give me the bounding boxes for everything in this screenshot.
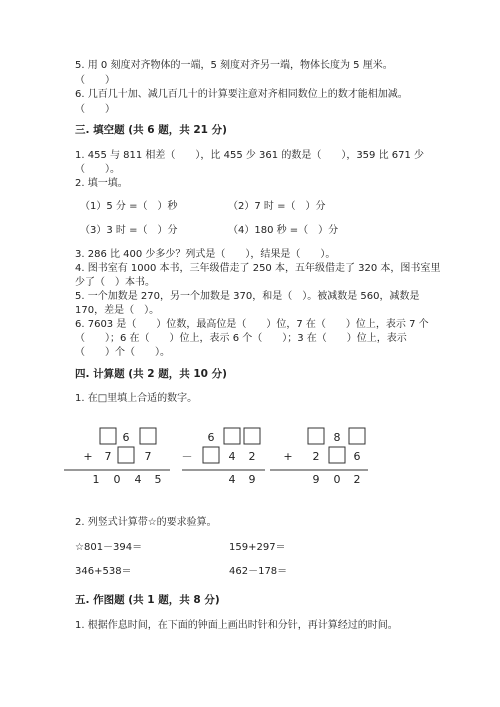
bottom-digit: 7	[104, 450, 112, 463]
section5-title: 五. 作图题 (共 1 题，共 8 分)	[75, 594, 220, 606]
bottom-digit: 2	[312, 450, 320, 463]
judge-q6-answer[interactable]: （ ）	[75, 104, 115, 115]
calc-item-d: 462－178＝	[229, 566, 288, 577]
answer-box[interactable]	[203, 447, 219, 463]
fill-q2-d: （4）180 秒 =（ ）分	[228, 225, 339, 236]
result-digit: 1	[92, 473, 100, 486]
result-digit: 0	[113, 473, 121, 486]
result-digit: 0	[333, 473, 341, 486]
result-digit: 4	[228, 473, 236, 486]
vertical-problem-1	[64, 428, 170, 486]
draw-q1: 1. 根据作息时间，在下面的钟面上画出时针和分针，再计算经过的时间。	[75, 620, 398, 631]
operator-sign: +	[83, 450, 93, 463]
answer-box[interactable]	[308, 428, 324, 444]
fill-q2-b: （2）7 时 =（ ）分	[228, 201, 326, 212]
calc-item-a: ☆801－394＝	[75, 542, 143, 553]
judge-q6: 6. 几百几十加、减几百几十的计算要注意对齐相同数位上的数才能相加减。	[75, 89, 408, 100]
result-digit: 9	[312, 473, 320, 486]
fill-q1-line2: （ ）。	[75, 164, 120, 175]
answer-box[interactable]	[329, 447, 345, 463]
calc-q1: 1. 在□里填上合适的数字。	[75, 393, 198, 404]
vertical-problem-2	[182, 428, 266, 486]
fill-q6-line1: 6. 7603 是（ ）位数，最高位是（ ）位，7 在（ ）位上，表示 7 个	[75, 319, 429, 330]
answer-box[interactable]	[118, 447, 134, 463]
operator-sign: －	[181, 450, 193, 463]
result-digit: 5	[154, 473, 162, 486]
fill-q2-c: （3）3 时 =（ ）分	[80, 225, 178, 236]
fill-q5-line2: 170，差是（ ）。	[75, 305, 160, 316]
answer-box[interactable]	[140, 428, 156, 444]
calc-item-c: 346+538＝	[75, 566, 132, 577]
fill-q5-line1: 5. 一个加数是 270，另一个加数是 370，和是（ ）。被减数是 560，减数是	[75, 291, 420, 302]
fill-q2: 2. 填一填。	[75, 178, 128, 189]
answer-box[interactable]	[100, 428, 116, 444]
top-digit: 6	[122, 431, 130, 444]
answer-box[interactable]	[224, 428, 240, 444]
top-digit: 8	[333, 431, 341, 444]
judge-q5: 5. 用 0 刻度对齐物体的一端，5 刻度对齐另一端，物体长度为 5 厘米。	[75, 60, 393, 71]
section4-title: 四. 计算题 (共 2 题，共 10 分)	[75, 368, 227, 380]
result-digit: 2	[353, 473, 361, 486]
top-digit: 6	[207, 431, 215, 444]
fill-q6-line2: （ ）；6 在（ ）位上，表示 6 个（ ）；3 在（ ）位上，表示	[75, 333, 407, 344]
fill-q2-a: （1）5 分 =（ ）秒	[80, 201, 178, 212]
bottom-digit: 2	[248, 450, 256, 463]
judge-q5-answer[interactable]: （ ）	[75, 75, 115, 86]
bottom-digit: 4	[228, 450, 236, 463]
section3-title: 三. 填空题 (共 6 题，共 21 分)	[75, 124, 227, 136]
calc-item-b: 159+297＝	[229, 542, 286, 553]
operator-sign: +	[283, 450, 293, 463]
fill-q4-line1: 4. 图书室有 1000 本书，三年级借走了 250 本，五年级借走了 320 本，图书室里	[75, 263, 441, 274]
bottom-digit: 7	[144, 450, 152, 463]
fill-q1-line1: 1. 455 与 811 相差（ ），比 455 少 361 的数是（ ），359 比 671 少	[75, 150, 425, 161]
fill-q4-line2: 少了（ ）本书。	[75, 277, 155, 288]
fill-q6-line3: （ ）个（ ）。	[75, 347, 170, 358]
fill-q3: 3. 286 比 400 少多少？列式是（ ），结果是（ ）。	[75, 249, 336, 260]
calc-q2: 2. 列竖式计算带☆的要求验算。	[75, 517, 217, 528]
result-digit: 4	[134, 473, 142, 486]
bottom-digit: 6	[353, 450, 361, 463]
answer-box[interactable]	[349, 428, 365, 444]
result-digit: 9	[248, 473, 256, 486]
vertical-problem-3	[270, 428, 368, 486]
answer-box[interactable]	[244, 428, 260, 444]
